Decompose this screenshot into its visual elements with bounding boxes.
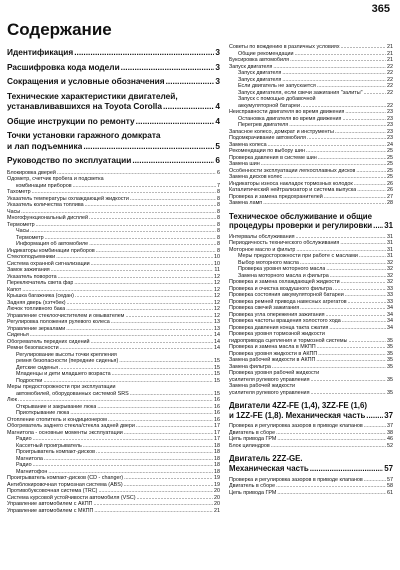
- toc-entry-page: 33: [387, 285, 393, 292]
- toc-entry-title: усилителя рулевого управления: [229, 389, 310, 396]
- toc-entry-page: 8: [217, 202, 220, 208]
- toc-entry-page: 24: [387, 141, 393, 148]
- toc-entry-page: 16: [214, 403, 220, 410]
- toc-entry-title: Буксировка автомобиля: [229, 57, 290, 63]
- toc-entry-page: 27: [387, 193, 393, 200]
- toc-entry-page: 12: [214, 299, 220, 306]
- toc-entry-page: 8: [217, 215, 220, 221]
- dot-leader: [74, 47, 214, 58]
- toc-entry-page: 22: [387, 63, 393, 70]
- toc-entry-title: Кассетный проигрыватель: [16, 442, 82, 449]
- dot-leader: [366, 411, 383, 421]
- dot-leader: [329, 325, 386, 332]
- section-heading-page: 6: [215, 155, 220, 165]
- toc-entry-title: Регулирование высоты точки крепления: [16, 351, 117, 358]
- toc-entry-page: 58: [387, 483, 393, 490]
- toc-entry-page: 61: [387, 489, 393, 496]
- toc-entry-page: 12: [214, 306, 220, 312]
- toc-entry-title: Младенцы и дети младшего возраста: [16, 371, 111, 377]
- section-heading-line: Руководство по эксплуатации: [7, 155, 132, 165]
- toc-entry-page: 6: [217, 169, 220, 176]
- toc-entry-title: Обогреватель заднего стекла/стекла задней двери: [7, 423, 135, 429]
- section-heading-page: 37: [384, 410, 393, 420]
- toc-section-heading[interactable]: [7, 62, 220, 73]
- toc-entry-page: 8: [217, 234, 220, 241]
- toc-entry-page: 15: [214, 371, 220, 377]
- section-heading-line: Сокращения и условные обозначения: [7, 76, 165, 86]
- toc-entry-page: 31: [387, 233, 393, 240]
- section-heading-line: и 1ZZ-FE (1,8). Механическая часть: [229, 410, 366, 420]
- toc-entry-title: Проверка уровня моторного масла: [238, 266, 326, 273]
- toc-entry-page: 46: [387, 436, 393, 443]
- toc-entry-title: Каталитический нейтрализатор и система выпуска: [229, 187, 357, 193]
- section-heading-line: и лап подъемника: [7, 140, 83, 151]
- section-heading-line: Расшифровка кода модели: [7, 61, 120, 72]
- toc-entry-page: 16: [214, 416, 220, 423]
- toc-entry-page: 15: [214, 377, 220, 384]
- toc-entry-page: 34: [387, 324, 393, 331]
- toc-entry-page: 12: [214, 293, 220, 299]
- toc-entry-title: Выбор моторного масла: [238, 259, 299, 266]
- section-heading-page: 3: [215, 61, 220, 72]
- toc-entry-page: 26: [387, 180, 393, 187]
- toc-entry-page: 23: [387, 109, 393, 115]
- toc-entry-page: 21: [387, 44, 393, 50]
- toc-entry-title: Проигрыватель компакт-дисков: [16, 449, 95, 455]
- toc-entry-page: 35: [387, 389, 393, 396]
- toc-entry-title: Термометр: [16, 234, 44, 241]
- toc-entry-title: Управление зеркалами: [7, 325, 66, 332]
- toc-entry-page: 13: [214, 319, 220, 325]
- toc-entry-page: 8: [217, 247, 220, 254]
- toc-entry-page: 22: [387, 70, 393, 76]
- toc-entry-title: Управление автомобилем с МКПП: [7, 507, 94, 514]
- toc-entry-page: 22: [387, 76, 393, 83]
- section-heading-line: Двигатели 4ZZ-FE (1,4), 3ZZ-FE (1,6): [229, 401, 368, 411]
- toc-entry-page: 18: [214, 449, 220, 455]
- toc-entry-title: Проигрыватель компакт-дисков (CD - changer): [7, 475, 124, 481]
- toc-entry-title: Проверка и очистка воздушного фильтра: [229, 285, 333, 292]
- toc-entry-title: Проверка уровня тормозной жидкости: [229, 331, 325, 338]
- toc-entry-title: Магнитола: [16, 455, 43, 462]
- toc-entry-title: Замена дисков колес: [229, 174, 283, 180]
- toc-entry-title: Индикаторы комбинации приборов: [7, 247, 95, 254]
- section-heading-line: Идентификация: [7, 47, 74, 57]
- toc-entry-page: 10: [214, 260, 220, 267]
- toc-entry-title: Указатель поворота: [7, 273, 57, 280]
- toc-entry-page: 14: [214, 332, 220, 338]
- toc-entry-page: 18: [214, 462, 220, 468]
- toc-entry-page: 32: [387, 266, 393, 273]
- toc-entry-title: Указатель температуры охлаждающей жидкости: [7, 195, 129, 202]
- toc-entry-page: 35: [387, 363, 393, 370]
- toc-entry-title: Открывание и закрывание люка: [16, 403, 97, 410]
- section-heading-line: Техническое обслуживание и общие: [229, 211, 372, 221]
- toc-entry-page: 38: [387, 429, 393, 436]
- toc-entry-title: Индикаторы износа накладок тормозных колодок: [229, 180, 353, 187]
- toc-entry-page: 22: [387, 83, 393, 89]
- toc-entry-title: Если двигатель не запускается: [238, 83, 316, 89]
- toc-entry-page: 19: [214, 475, 220, 481]
- toc-entry-title: Запуск двигателя: [238, 76, 282, 83]
- toc-entry-title: Блок цилиндров: [229, 442, 270, 449]
- toc-entry-page: 25: [387, 161, 393, 167]
- toc-entry-page: 10: [214, 254, 220, 260]
- toc-entry-title: Сиденья: [7, 332, 29, 338]
- toc-entry-page: 25: [387, 154, 393, 161]
- toc-entry-title: усилителя рулевого управления: [229, 376, 310, 383]
- toc-entry-title: Магнитофон: [16, 468, 48, 475]
- toc-section-heading[interactable]: [229, 212, 393, 231]
- toc-entry-page: 18: [214, 442, 220, 449]
- toc-section-heading[interactable]: [7, 47, 220, 58]
- toc-entry-title: гидропривода сцепления и тормозной системы: [229, 337, 348, 344]
- toc-entry-page: 52: [387, 442, 393, 449]
- toc-section-heading[interactable]: [7, 116, 220, 127]
- section-heading-line: Общие инструкции по ремонту: [7, 115, 135, 126]
- section-heading-page: 3: [215, 47, 220, 57]
- toc-entry-page: 15: [214, 390, 220, 397]
- toc-entry-title: Перегрев двигателя: [238, 122, 289, 128]
- section-heading-line: процедуры проверки и регулировки: [229, 221, 373, 231]
- toc-entry-page: 12: [214, 286, 220, 293]
- toc-entry-title: Замена колеса: [229, 141, 267, 148]
- toc-entry-title: Ремни безопасности: [7, 345, 59, 351]
- toc-entry-page: 15: [214, 358, 220, 364]
- toc-entry-title: Проверка и регулировка зазоров в приводе клапанов: [229, 423, 363, 430]
- toc-entry-page: 8: [217, 228, 220, 234]
- toc-entry-title: Проверка частоты вращения холостого хода: [229, 318, 341, 325]
- toc-entry-title: Моторное масло и фильтр: [229, 246, 296, 253]
- toc-entry-title: Общие рекомендации: [238, 50, 294, 57]
- toc-entry-title: Капот: [7, 286, 22, 293]
- toc-entry-title: Проверка состояния аккумуляторной батареи: [229, 292, 344, 299]
- toc-entry-title: Замена фильтра: [229, 363, 271, 370]
- toc-entry-title: Замена моторного масла и фильтра: [238, 272, 329, 279]
- toc-entry-title: Отопление отопитель и кондиционером: [7, 416, 107, 423]
- toc-entry-page: 28: [387, 200, 393, 206]
- toc-entry-title: Проверка и замена масла в МКПП: [229, 344, 316, 351]
- toc-section-heading[interactable]: [7, 76, 220, 87]
- toc-entry-page: 7: [217, 182, 220, 189]
- dot-leader: [364, 90, 386, 97]
- toc-entry-title: Часы: [7, 208, 21, 215]
- toc-entry-title: Советы по вождению в различных условиях: [229, 44, 340, 50]
- toc-entry[interactable]: [229, 443, 393, 450]
- dot-leader: [121, 62, 215, 73]
- toc-entry-title: Магнитола - основные моменты эксплуатации: [7, 429, 123, 436]
- toc-entry-title: Неисправности двигателя во время движения: [229, 109, 345, 115]
- toc-entry-page: 14: [214, 338, 220, 345]
- toc-entry-title: Управление автомобилем с АКПП: [7, 501, 93, 507]
- section-heading-page: 3: [215, 76, 220, 86]
- toc-entry-title: Проверка угла опережения зажигания: [229, 311, 325, 318]
- dot-leader: [136, 116, 215, 127]
- toc-entry-title: Люк: [7, 397, 17, 403]
- toc-entry-page: 23: [387, 128, 393, 135]
- toc-entry-title: Тахометр: [7, 189, 31, 195]
- toc-entry-title: Периодичность технического обслуживания: [229, 240, 340, 247]
- toc-entry-page: 31: [387, 253, 393, 260]
- toc-entry-page: 17: [214, 423, 220, 429]
- toc-entry-title: Интервалы обслуживания: [229, 233, 295, 240]
- toc-entry-page: 21: [387, 57, 393, 63]
- toc-entry[interactable]: [7, 508, 220, 515]
- dot-leader: [310, 464, 384, 474]
- toc-entry-title: Стеклоподъемники: [7, 254, 56, 260]
- dot-leader: [163, 101, 214, 112]
- dot-leader: [263, 200, 386, 207]
- toc-entry-title: Рекомендации по выбору шин: [229, 148, 305, 154]
- toc-entry-title: Остановка двигателя во время движения: [238, 115, 342, 122]
- toc-entry-title: автомобилей, оборудованных системой SRS: [16, 390, 129, 397]
- toc-entry-page: 26: [387, 187, 393, 193]
- toc-entry-title: Задняя дверь (хэтчбек): [7, 299, 66, 306]
- toc-entry-page: 35: [387, 344, 393, 351]
- toc-entry-page: 23: [387, 135, 393, 141]
- toc-entry-page: 13: [214, 325, 220, 332]
- toc-entry-page: 32: [387, 272, 393, 279]
- toc-entry-title: Блокировка дверей: [7, 169, 56, 176]
- toc-entry-title: Запасное колесо, домкрат и инструменты: [229, 128, 334, 135]
- toc-entry-title: Проверка уровня рабочей жидкости: [229, 370, 320, 377]
- toc-entry-title: аккумуляторной батареи: [238, 102, 300, 109]
- toc-entry-title: ремня безопасности (передние сиденья): [16, 358, 119, 364]
- toc-entry-page: 34: [387, 305, 393, 312]
- toc-entry-title: Подростки: [16, 377, 43, 384]
- toc-entry-title: Запуск с помощью добавочной: [238, 96, 316, 102]
- section-heading-line: устанавливавшихся на Toyota Corolla: [7, 101, 162, 111]
- toc-entry-page: 35: [387, 337, 393, 344]
- toc-entry-page: 16: [214, 410, 220, 416]
- toc-entry-title: Замок зажигания: [7, 267, 50, 273]
- toc-entry-title: Регулировка положения рулевого колеса: [7, 319, 110, 325]
- toc-section-heading[interactable]: [229, 454, 393, 473]
- toc-entry-title: Информация об автомобиле: [16, 241, 89, 247]
- toc-entry-page: 20: [214, 501, 220, 507]
- dot-leader: [166, 76, 215, 87]
- toc-section-heading[interactable]: [7, 91, 220, 112]
- toc-entry-page: 35: [387, 376, 393, 383]
- dot-leader: [271, 443, 386, 450]
- toc-entry-page: 25: [387, 148, 393, 154]
- toc-entry-title: Приоткрывание люка: [16, 410, 70, 416]
- toc-entry-page: 34: [387, 311, 393, 318]
- dot-leader: [311, 390, 387, 397]
- toc-entry-title: Многофункциональный дисплей: [7, 215, 89, 221]
- toc-entry-title: Радио: [16, 462, 32, 468]
- toc-entry-page: 31: [387, 240, 393, 247]
- section-heading-page: 4: [215, 101, 220, 111]
- toc-entry-title: Проверка давления в системе шин: [229, 154, 317, 161]
- toc-entry-page: 16: [214, 397, 220, 403]
- toc-entry-title: Радио: [16, 436, 32, 442]
- toc-entry[interactable]: [229, 490, 393, 497]
- toc-entry-title: Переключатель света фар: [7, 280, 74, 286]
- toc-entry-title: Система охранной сигнализации: [7, 260, 90, 267]
- toc-entry-page: 33: [387, 298, 393, 305]
- toc-entry-page: 25: [387, 167, 393, 174]
- toc-entry-title: Проверка свечей зажигания: [229, 305, 300, 312]
- dot-leader: [132, 155, 214, 166]
- page-number: 365: [371, 3, 390, 15]
- toc-entry-title: Запуск двигателя, если свечи зажигания "залиты": [238, 89, 363, 96]
- toc-entry-page: 21: [214, 507, 220, 514]
- dot-leader: [311, 377, 387, 384]
- toc-entry-title: Проверка ремней привода навесных агрегатов: [229, 298, 347, 305]
- dot-leader: [83, 141, 214, 152]
- toc-entry-title: Цепь привода ГРМ: [229, 436, 277, 443]
- toc-entry-page: 17: [214, 429, 220, 436]
- toc-entry-title: Указатель количества топлива: [7, 202, 84, 208]
- toc-entry-title: Проверка уровня жидкости в АКПП: [229, 350, 318, 357]
- toc-entry-title: Часы: [16, 228, 30, 234]
- section-heading-page: 57: [384, 463, 393, 473]
- toc-entry-page: 19: [214, 481, 220, 488]
- toc-entry-title: Одометр, счетчик пробега и подсветка: [7, 176, 104, 182]
- toc-entry-title: Антиблокировочная тормозная система (ABS): [7, 481, 123, 488]
- toc-entry-title: Противобуксовочная система (TRC): [7, 488, 98, 494]
- toc-entry-title: Замена шин: [229, 161, 260, 167]
- toc-section-heading[interactable]: [7, 155, 220, 166]
- toc-section-heading[interactable]: [229, 401, 393, 420]
- toc-entry-page: 8: [217, 189, 220, 195]
- toc-entry-page: 32: [387, 259, 393, 266]
- toc-entry-page: 37: [387, 423, 393, 430]
- toc-entry-title: Замена ламп: [229, 200, 263, 206]
- toc-entry-title: Меры предосторожности при эксплуатации: [7, 384, 116, 390]
- toc-right-column: [229, 44, 393, 496]
- toc-entry-page: 15: [214, 364, 220, 371]
- toc-entry-page: 14: [214, 345, 220, 351]
- toc-entry-title: Проверка и замена охлаждающей жидкости: [229, 279, 340, 286]
- toc-entry-page: 35: [387, 357, 393, 364]
- toc-entry-title: Проверка и замена предохранителей: [229, 193, 323, 200]
- toc-entry-title: Двигатель в сборе: [229, 429, 276, 436]
- section-heading-line: Двигатель 2ZZ-GE.: [229, 454, 303, 464]
- toc-entry-page: 17: [214, 436, 220, 442]
- toc-entry-title: Термометр: [7, 221, 35, 228]
- dot-leader: [373, 221, 383, 231]
- toc-entry-page: 18: [214, 455, 220, 462]
- toc-entry-title: Запуск двигателя: [238, 70, 282, 76]
- toc-entry-page: 8: [217, 208, 220, 215]
- toc-entry-title: Система курсовой устойчивости автомобиля (VSC): [7, 494, 136, 501]
- toc-entry-title: Проверка давления конца такта сжатия: [229, 324, 329, 331]
- toc-entry-title: Лючок топливного бака: [7, 306, 66, 312]
- toc-entry-page: 11: [214, 267, 220, 273]
- toc-entry-page: 21: [387, 50, 393, 57]
- toc-entry-title: Проверка и регулировка зазоров в приводе клапанов: [229, 476, 363, 483]
- toc-entry-title: комбинации приборов: [16, 182, 72, 189]
- toc-entry[interactable]: [229, 390, 393, 397]
- toc-entry[interactable]: [229, 200, 393, 207]
- toc-section-heading[interactable]: [7, 130, 220, 151]
- dot-leader: [94, 508, 213, 515]
- toc-entry-page: 35: [387, 350, 393, 357]
- toc-entry-page: 8: [217, 241, 220, 247]
- toc-left-column: [7, 44, 220, 514]
- toc-entry-page: 33: [387, 292, 393, 299]
- toc-entry-page: 22: [387, 89, 393, 96]
- toc-entry-title: Обогреватель передних сидений: [7, 338, 90, 345]
- page-title: Содержание: [7, 20, 112, 39]
- toc-entry-title: Меры предосторожности при работе с маслами: [238, 253, 358, 260]
- toc-entry-page: 23: [387, 122, 393, 128]
- section-heading-page: 4: [215, 115, 220, 126]
- toc-entry-page: 8: [217, 221, 220, 228]
- toc-entry-title: Подомкрачивание автомобиля: [229, 135, 306, 141]
- toc-entry-page: 34: [387, 318, 393, 325]
- toc-entry-page: 23: [387, 115, 393, 122]
- toc-entry-page: 8: [217, 195, 220, 202]
- dot-leader: [277, 490, 386, 497]
- toc-entry-page: 25: [387, 174, 393, 180]
- toc-entry-page: 20: [214, 488, 220, 494]
- toc-entry-page: 31: [387, 246, 393, 253]
- toc-entry-page: 20: [214, 494, 220, 501]
- toc-entry-page: 18: [214, 468, 220, 475]
- toc-entry-title: Управление стеклоочистителем и омывателем: [7, 312, 125, 319]
- toc-entry-title: Особенности эксплуатации легкосплавных дисков: [229, 167, 356, 174]
- toc-entry-title: Замена рабочей жидкости: [229, 383, 296, 390]
- toc-entry-page: 12: [214, 280, 220, 286]
- toc-entry-title: Замена рабочей жидкости в АКПП: [229, 357, 316, 364]
- toc-entry-title: Запуск двигателя: [229, 63, 273, 70]
- section-heading-line: Технические характеристики двигателей,: [7, 90, 178, 101]
- toc-entry-title: Детские сиденья: [16, 364, 58, 371]
- toc-entry-page: 12: [214, 312, 220, 319]
- toc-entry-page: 32: [387, 279, 393, 286]
- toc-entry-page: 22: [387, 102, 393, 109]
- section-heading-line: Механическая часть: [229, 463, 309, 473]
- toc-entry-page: 57: [387, 476, 393, 483]
- section-heading-page: 5: [215, 140, 220, 151]
- section-heading-page: 31: [384, 221, 393, 231]
- toc-entry-page: 12: [214, 273, 220, 280]
- section-heading-line: Точки установки гаражного домкрата: [7, 130, 161, 140]
- toc-entry-title: Двигатель в сборе: [229, 483, 276, 490]
- toc-entry-title: Крышка багажника (седан): [7, 293, 74, 299]
- toc-entry-title: Цепь привода ГРМ: [229, 489, 277, 496]
